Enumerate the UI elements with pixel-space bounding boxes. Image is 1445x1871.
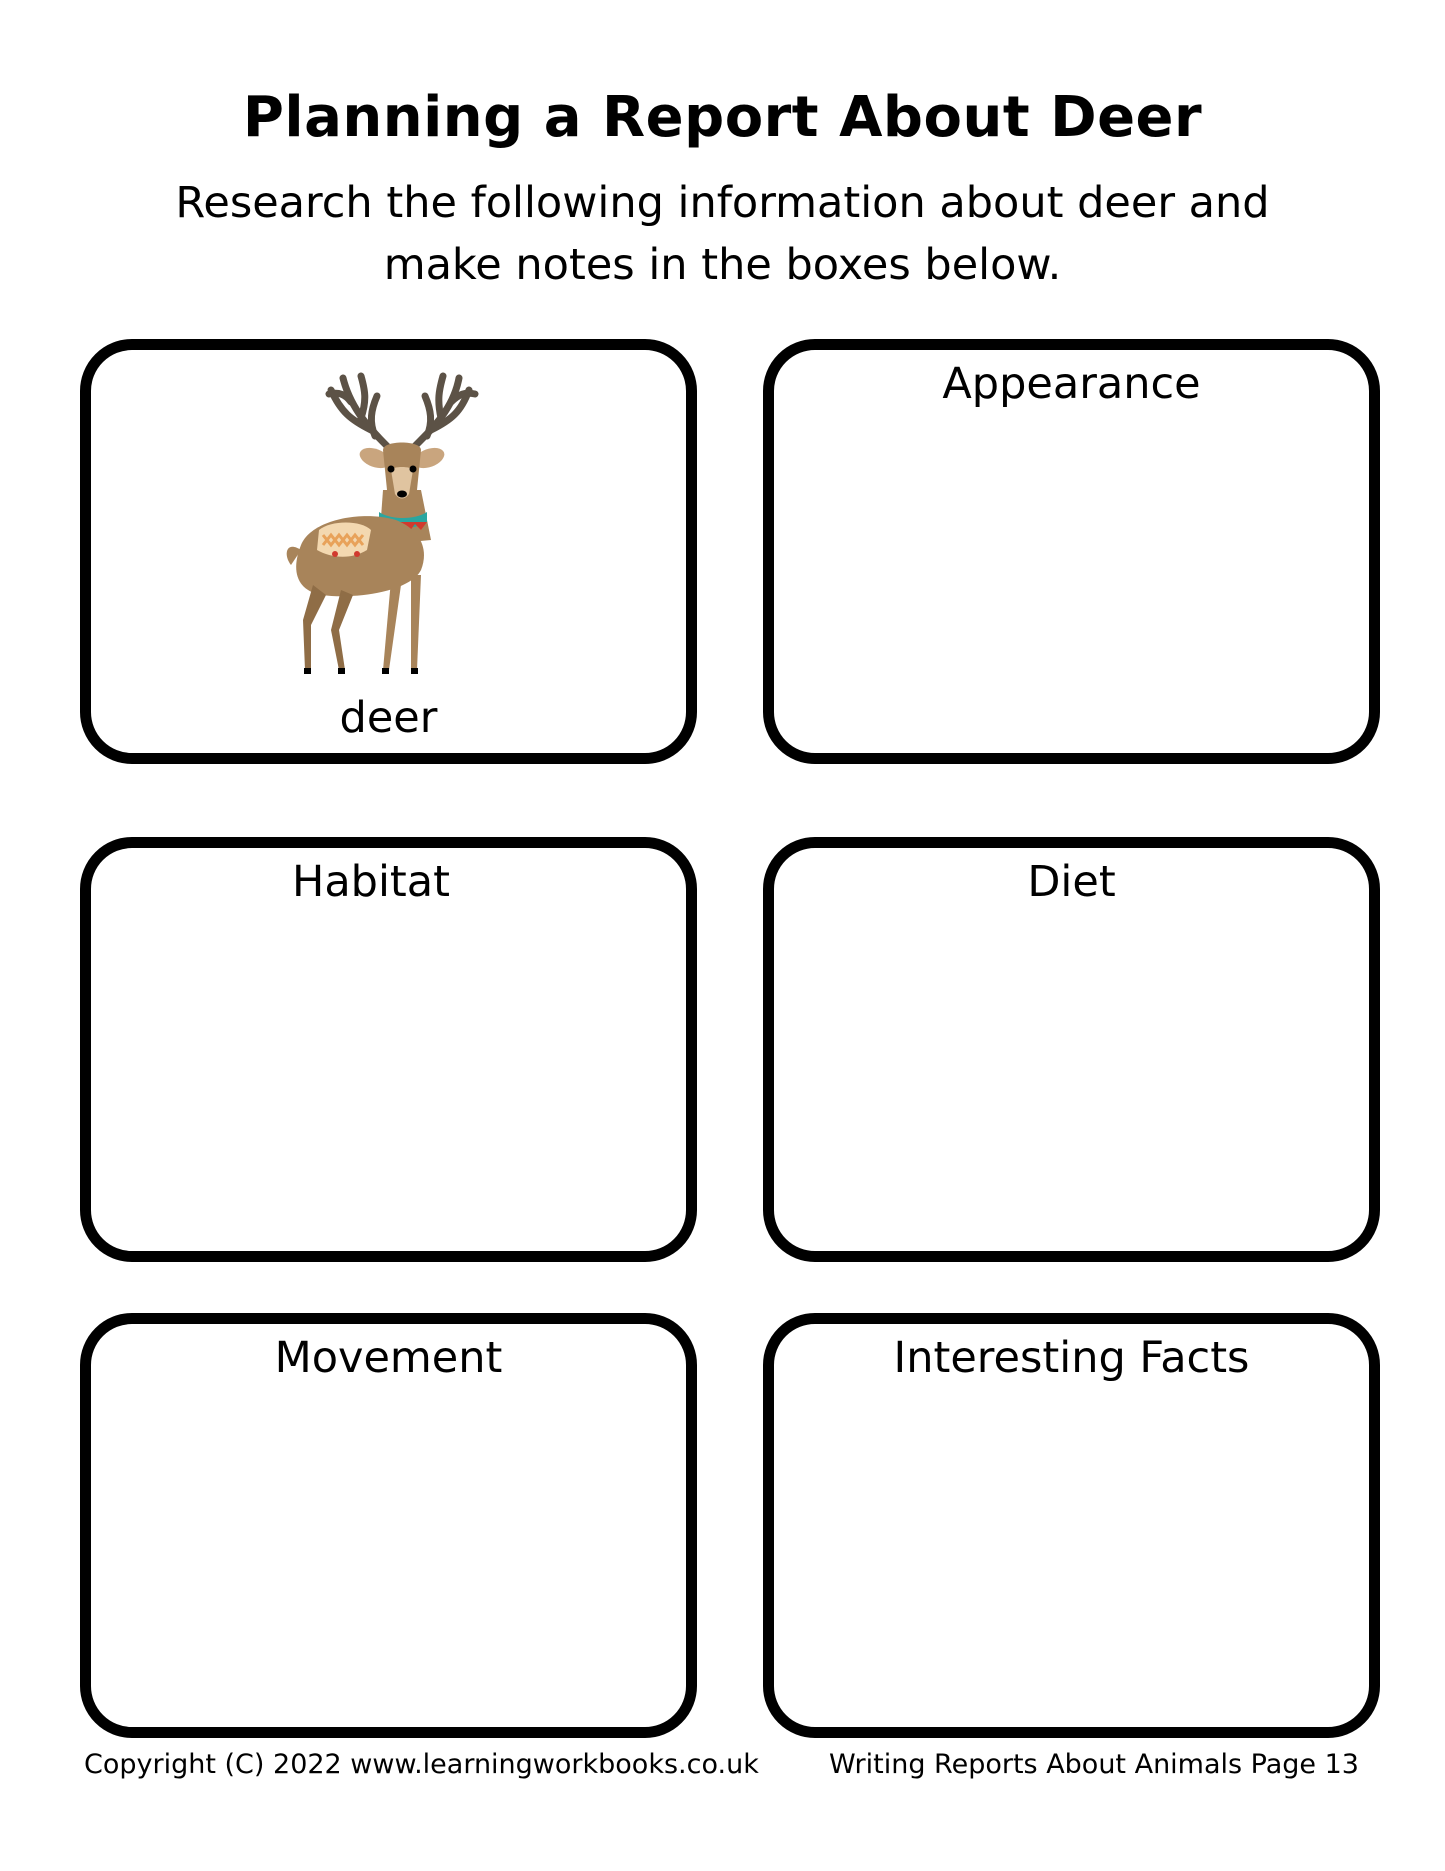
movement-notes-box[interactable] [80, 1313, 697, 1738]
interesting-facts-notes-box[interactable] [763, 1313, 1380, 1738]
page-info-footer: Writing Reports About Animals Page 13 [829, 1749, 1359, 1780]
appearance-label: Appearance [942, 359, 1201, 409]
habitat-label: Habitat [292, 857, 450, 907]
deer-illustration-icon [271, 370, 521, 688]
habitat-notes-box[interactable] [80, 837, 697, 1262]
appearance-notes-box[interactable] [763, 339, 1380, 764]
page-title: Planning a Report About Deer [242, 85, 1203, 150]
deer-caption: deer [339, 693, 438, 743]
copyright-footer: Copyright (C) 2022 www.learningworkbooks.co.uk [84, 1749, 759, 1780]
interesting-facts-label: Interesting Facts [893, 1333, 1250, 1383]
deer-picture-box [80, 339, 697, 764]
diet-label: Diet [1027, 857, 1116, 907]
diet-notes-box[interactable] [763, 837, 1380, 1262]
movement-label: Movement [274, 1333, 503, 1383]
instructions-text: Research the following information about deer and make notes in the boxes below. [175, 178, 1270, 290]
